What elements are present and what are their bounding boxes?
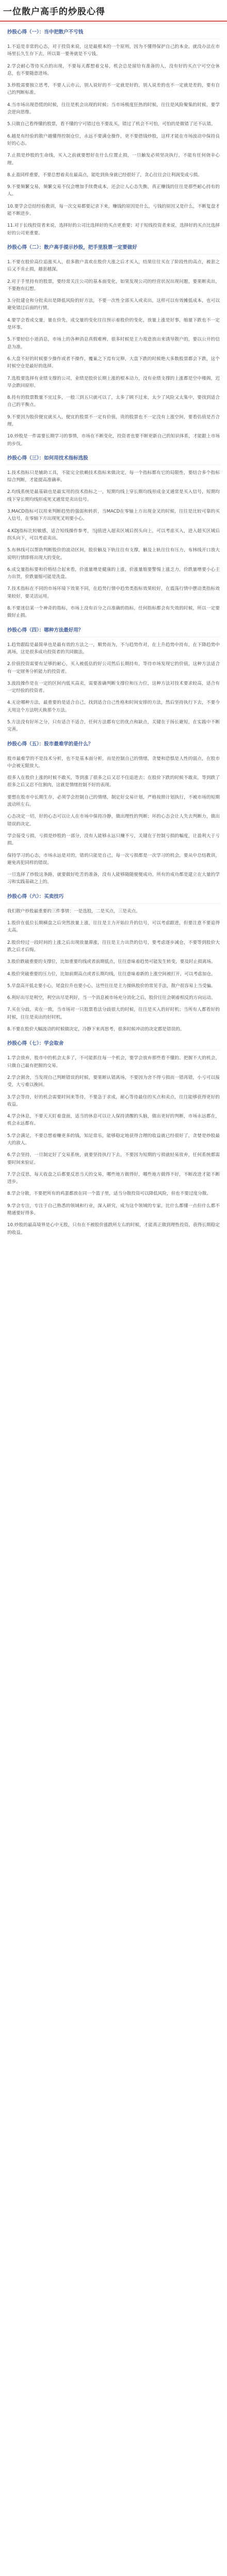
paragraph: 5.只做自己看得懂的股票，看不懂的宁可错过也不要乱买，错过了机会不可怕，可怕的是做错了还不认错。 (7, 122, 216, 127)
article-body (0, 27, 227, 1236)
paragraph: 1.不追是非常的心态，对于投资来说，这是最根本的一个原则，因为不懂得保护自己的本金，就没办法在市场里长久生存下去，所以第一要务就是不亏钱。 (7, 44, 220, 57)
paragraph: 2.均线系统是最基础也是最实用的技术指标之一，短期均线上穿长期均线形成金叉通常是买入信号，短期均线下穿长期均线形成死叉通常是卖出信号。 (7, 489, 220, 502)
article-section (7, 625, 220, 734)
paragraph: 6.成交量指标要和价格结合起来看，价涨量增是健康的上涨，价涨量缩要警惕上涨乏力，价跌量增要小心主力出货，价跌量缩可能是洗盘。 (7, 567, 220, 580)
paragraph: 5.不要轻信小道消息，市场上的各种消息真假难辨，很多时候是主力故意放出来诱导散户的，要以公开的信息为准。 (7, 337, 220, 350)
paragraph: 5.早盘高开低走要小心，尾盘拉升也要小心，这些往往是主力操纵股价的常见手法，散户很容易上当受骗。 (7, 983, 216, 989)
paragraph: 8.止盈同样重要，不要总想着卖在最高点，能吃到鱼身就已经很好了，贪心往往会让利润变成亏损。 (7, 172, 202, 178)
page-title: 一位散户高手的炒股心得 (3, 6, 105, 17)
section-heading: 抄股心得（四）：哪种方法最好用？ (7, 625, 220, 637)
paragraph: 4.股价突破重要的压力位，比如前期高点或者长期均线，往往意味着新的上涨空间被打开，可以考虑加仓。 (7, 971, 216, 977)
paragraph: 3.MACD指标可以用来判断趋势的强弱和转折，当MACD在零轴上方出现金叉的时候，往往是比较可靠的买入信号，在零轴下方出现死叉则要小心。 (7, 509, 220, 522)
paragraph: 6.利好出尽是利空，利空出尽是利好，当一个消息被市场充分消化之后，股价往往会朝着相反的方向运动。 (7, 995, 216, 1001)
paragraph: 1.不要在股价高位追涨买入，很多散户喜欢在股价大涨之后才买入，结果往往买在了阶段性的高点，被套之后又不肯止损，越套越深。 (7, 259, 220, 273)
article-section (7, 891, 220, 1033)
paragraph: 一旦选择了炒股这条路，就要做好吃苦的准备，没有人能够随随便便成功，所有的成功都是建立在大量的学习和实践基础之上的。 (7, 872, 220, 885)
paragraph: 保持学习的心态，市场永远是对的，错的只能是自己，每一次亏损都是一次学习的机会，要从中总结教训，避免再犯同样的错误。 (7, 853, 220, 866)
paragraph: 10.要学会总结经验教训，每一次交易都要记录下来，赚钱的原因是什么，亏钱的原因又是什么，不断复盘才能不断进步。 (7, 204, 220, 217)
paragraph: 8.学会分散，不要把所有的鸡蛋都放在同一个篮子里，适当分散投资可以降低风险，但也不要过度分散。 (7, 1191, 211, 1197)
paragraph: 2.学会耐心等待买点的出现，不要每天都想着交易，机会总是留给有准备的人，没有好的买点宁可空仓休息，也不要随意进场。 (7, 63, 220, 76)
paragraph: 5.布林线可以帮助判断股价的波动区间，股价触及下轨往往有支撑，触及上轨往往有压力，布林线开口放大说明行情即将出现大的变化。 (7, 548, 220, 561)
paragraph: 6.学会坚持，一旦制定好了交易系统，就要坚持执行下去，不要因为短期的亏损就轻易放弃，任何系统都需要时间来验证。 (7, 1153, 220, 1165)
paragraph: 4.KDJ指标比较敏感，适合短线操作参考，当J值进入超卖区域后拐头向上，可以考虑买入，进入超买区域后拐头向下，可以考虑卖出。 (7, 528, 220, 541)
paragraph: 8.不要迷信某一个神奇的指标，市场上没有百分之百准确的指标，任何指标都会有失效的时候，所以一定要做好止损。 (7, 606, 220, 619)
paragraph: 1.学会放弃，股市中的机会太多了，不可能抓住每一个机会，要学会放弃那些看不懂的、把握不大的机会，只做自己最有把握的交易。 (7, 1056, 220, 1069)
article-section (7, 1038, 220, 1236)
paragraph: 9.不要因为股价便宜就买入，便宜的股票不一定有价值，贵的股票也不一定没有上涨空间，要看估值是否合理。 (7, 414, 220, 427)
paragraph: 1.趋势跟踪是最简单也是最有效的方法之一，顺势而为，不与趋势作对，在上升趋势中持有，在下降趋势中离场，这是很多成功投资者的共同做法。 (7, 642, 220, 655)
section-heading: 抄股心得（三）：如何用技术指标选股 (7, 453, 220, 465)
paragraph: 3.波段操作是在一定的区间内低买高卖，需要准确判断支撑位和压力位，这种方法对技术要求较高，适合有一定经验的投资者。 (7, 681, 220, 694)
section-heading: 抄股心得（二）：散户高手提示抄股，把手里股票一定要做好 (7, 242, 220, 255)
paragraph: 7.学会反思，每天收盘之后都要反思当天的交易，哪些地方做得好，哪些地方做得不好，不断改进才能不断进步。 (7, 1172, 220, 1185)
paragraph: 2.股价经过一段时间的上涨之后出现放量滞涨，往往是主力出货的信号，要考虑逐步减仓，不要等到股价大跌之后才后悔。 (7, 940, 220, 953)
paragraph: 3.学会等待，好的机会需要时间来等待，不要急于求成，耐心等待最佳的买点和卖点，往往能够获得更好的收益。 (7, 1094, 220, 1107)
article-section (7, 739, 220, 886)
paragraph: 4.要学会看成交量，量在价先，成交量的变化往往预示着股价的变化，放量上涨是好事，缩量下跌也不一定是坏事。 (7, 317, 220, 331)
paragraph: 2.价值投资需要有足够的耐心，买入被低估的好公司然后长期持有，等待市场发现它的价值，这种方法适合有一定财务分析能力的投资者。 (7, 662, 220, 674)
paragraph: 1.技术指标只是辅助工具，不能完全依赖技术指标来做决定，每一个指标都有它的局限性，要结合多个指标综合判断，才能提高准确率。 (7, 470, 220, 483)
paragraph: 4.当市场出现恐慌的时候，往往是机会出现的时候；当市场极度狂热的时候，往往是风险聚集的时候，要学会逆向思维。 (7, 102, 220, 115)
article-section (7, 453, 220, 620)
paragraph: 2.对于手里持有的股票，要经常关注公司的基本面变化，如果发现公司的经营状况出现问题，要果断卖出，不要抱有幻想。 (7, 279, 220, 292)
paragraph: 很多人在股价上涨的时候不敢买，等到涨了很多之后又忍不住追进去；在股价下跌的时候不敢卖，等到跌了很多之后又忍不住割肉，这就是情绪控制不好的表现。 (7, 775, 220, 788)
section-heading: 抄股心得（七）：学会取舍 (7, 1038, 220, 1050)
paragraph: 心态决定一切，好的心态可以让人在市场中保持冷静，做出理性的判断；坏的心态会让人失去判断力，做出错误的决定。 (7, 814, 220, 827)
title-bar (0, 0, 227, 22)
paragraph: 3.股价跌破重要的支撑位，比如重要均线或者前期低点，往往意味着趋势可能发生转变，要及时止损离场。 (7, 959, 216, 965)
paragraph: 7.选股要选择有业绩支撑的公司，业绩是股价长期上涨的根本动力，没有业绩支撑的上涨都是空中楼阁，迟早会跌回原形。 (7, 376, 220, 388)
paragraph: 7.买在分歧，卖在一致，当市场对一只股票看法分歧很大的时候，往往是买入的好时机；当所有人都看好的时候，往往是卖出的好时机。 (7, 1007, 220, 1020)
paragraph: 8.持有的股票数量不宜过多，一般三到五只就可以了，太多了顾不过来，太少了风险又太集中，要找到适合自己的平衡点。 (7, 395, 220, 408)
paragraph: 6.越是有经验的散户越懂得控制仓位，永远不要满仓操作，更不要借钱炒股，这样才能在市场波动中保持良好的心态。 (7, 133, 220, 146)
paragraph: 股市最难学的不是技术分析，也不是基本面分析，而是控制自己的情绪，贪婪和恐惧是人性的弱点，在股市中会被无限放大。 (7, 756, 220, 769)
paragraph: 我们散户炒股最重要的三件事情：一是选股，二是买点，三是卖点。 (7, 908, 140, 914)
paragraph: 5.学会满足，不要总想着赚更多的钱，知足常乐，能够稳定地获得合理的收益就已经很好了，贪婪是炒股最大的敌人。 (7, 1133, 220, 1146)
paragraph: 要想在股市中长期生存，必须学会控制自己的情绪，制定好交易计划，严格按照计划执行，不被市场的短期波动所左右。 (7, 794, 220, 808)
paragraph: 4.学会休息，不要天天盯着盘面，适当的休息可以让人保持清醒的头脑，做出更好的判断，市场永远都在，机会永远都有。 (7, 1114, 220, 1127)
paragraph: 10.炒股的最高境界是心中无股，只有在不被股价涨跌所左右的时候，才能真正做到理性投资，获得长期稳定的收益。 (7, 1223, 220, 1235)
section-heading: 抄股心得（六）：买卖技巧 (7, 891, 220, 904)
paragraph: 7.止损是炒股的生命线，买入之前就要想好在什么位置止损，一旦触发必须坚决执行，不能有任何侥幸心理。 (7, 153, 220, 166)
paragraph: 7.技术指标在不同的市场环境下效果不同，在趋势行情中趋势类指标效果较好，在震荡行情中摆动类指标效果较好，要灵活运用。 (7, 586, 220, 599)
paragraph: 6.大盘不好的时候要少操作或者不操作，覆巢之下焉有完卵，大盘下跌的时候绝大多数股票都会下跌，这个时候空仓是最好的选择。 (7, 356, 220, 369)
paragraph: 4.无论哪种方法，最重要的是适合自己，找到适合自己性格和时间安排的方法，然后坚持执行下去，不要今天用这个方法明天换那个方法。 (7, 700, 220, 713)
paragraph: 1.股价在低位长期横盘之后突然放量上涨，往往是主力开始拉升的信号，可以考虑跟进，但要注意不要追得太高。 (7, 921, 220, 934)
paragraph: 10.炒股是一件需要长期学习的事情，市场在不断变化，投资者也要不断更新自己的知识体系，才能跟上市场的步伐。 (7, 434, 220, 447)
article-section (7, 27, 220, 237)
paragraph: 2.学会割舍，当发现自己判断错误的时候，要果断认错离场，不要因为舍不得亏损而一错再错，小亏可以接受，大亏难以挽回。 (7, 1075, 220, 1088)
paragraph: 学会接受亏损，亏损是炒股的一部分，没有人能够永远只赚不亏，关键在于控制亏损的幅度，让盈利大于亏损。 (7, 833, 220, 846)
paragraph: 5.方法没有好坏之分，只有适合不适合，任何方法都有它的优点和缺点，关键在于扬长避短，在实践中不断完善。 (7, 720, 220, 733)
article-section (7, 242, 220, 448)
paragraph: 9.不要频繁交易，频繁交易不仅会增加手续费成本，还会让人心态失衡，真正赚钱的往往是那些耐心持有的人。 (7, 184, 220, 197)
paragraph: 3.分批建仓和分批卖出是降低风险的好方法，不要一次性全部买入或卖出，这样可以有效摊低成本，也可以避免错过后面的行情。 (7, 298, 220, 311)
paragraph: 3.炒股需要独立思考，不要人云亦云，别人说好的不一定就是好的，别人说差的也不一定就是差的，要有自己的判断标准。 (7, 83, 220, 96)
paragraph: 11.对于长线投资者来说，选择好的公司比选择好的买点更重要；对于短线投资者来说，选择好的买点比选择好的公司更重要。 (7, 223, 220, 236)
paragraph: 9.学会专注，专注于自己熟悉的领域和行业，深入研究，成为这个领域的专家，比什么都懂一点但什么都不精通要好得多。 (7, 1203, 220, 1216)
section-heading: 抄股心得（五）：股市最难学的是什么？ (7, 739, 220, 751)
section-heading: 抄股心得（一）：当中把散户不亏钱 (7, 27, 220, 39)
paragraph: 8.不要在股价大幅波动的时候做决定，冷静下来再思考，很多时候冲动的决定都是错误的。 (7, 1027, 185, 1032)
